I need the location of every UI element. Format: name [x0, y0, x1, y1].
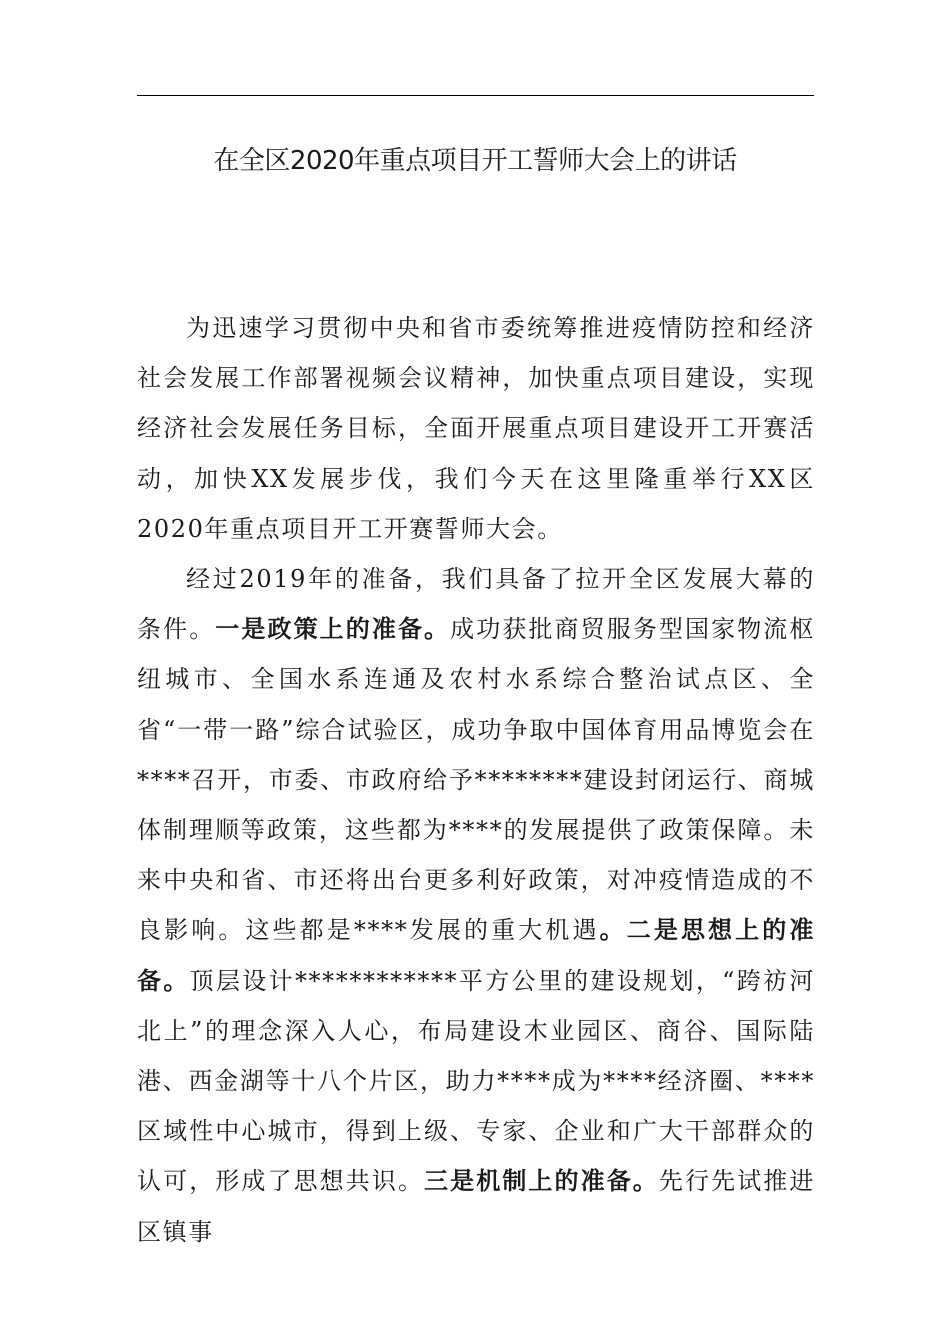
paragraph-intro — [137, 303, 815, 554]
bold-heading-mechanism: 三是机制上的准备。 — [424, 1166, 659, 1196]
paragraph-text: 顶层设计************平方公里的建设规划，“跨祊河北上”的理念深入人心，布局建设木业园区、商谷、国际陆港、西金湖等十八个片区，助力****成为****经济圈、****区域性中心城市，得到上级、专家、企业和广大干部群众的认可，形成了思想共识。 — [137, 966, 815, 1196]
paragraph-text: 先行先试推进区镇事 — [137, 1167, 815, 1246]
paragraph-text: 经过2019年的准备，我们具备了拉开全区发展大幕的条件。 — [137, 565, 815, 644]
header-rule — [137, 95, 814, 96]
paragraph-preparations — [137, 554, 815, 1257]
document-title: 在全区2020年重点项目开工誓师大会上的讲话 — [213, 146, 737, 176]
paragraph-text: 成功获批商贸服务型国家物流枢纽城市、全国水系连通及农村水系综合整治试点区、全省“一带一路”综合试验区，成功争取中国体育用品博览会在****召开，市委、市政府给予********建设封闭运行、商城体制理顺等政策，这些都为****的发展提供了政策保障。未来中央和省、市还将出台更多利好政策，对冲疫情造成的不良影响。这些都是****发展的重大机遇 — [137, 615, 815, 945]
bold-heading-policy: 一是政策上的准备。 — [215, 614, 451, 644]
document-body — [137, 303, 815, 1257]
bold-heading-ideology: 。二是思想上的准备。 — [137, 915, 815, 995]
paragraph-text: 为迅速学习贯彻中央和省市委统筹推进疫情防控和经济社会发展工作部署视频会议精神，加快重点项目建设，实现经济社会发展任务目标，全面开展重点项目建设开工开赛活动，加快XX发展步伐，我们今天在这里隆重举行XX区2020年重点项目开工开赛誓师大会。 — [137, 314, 815, 543]
